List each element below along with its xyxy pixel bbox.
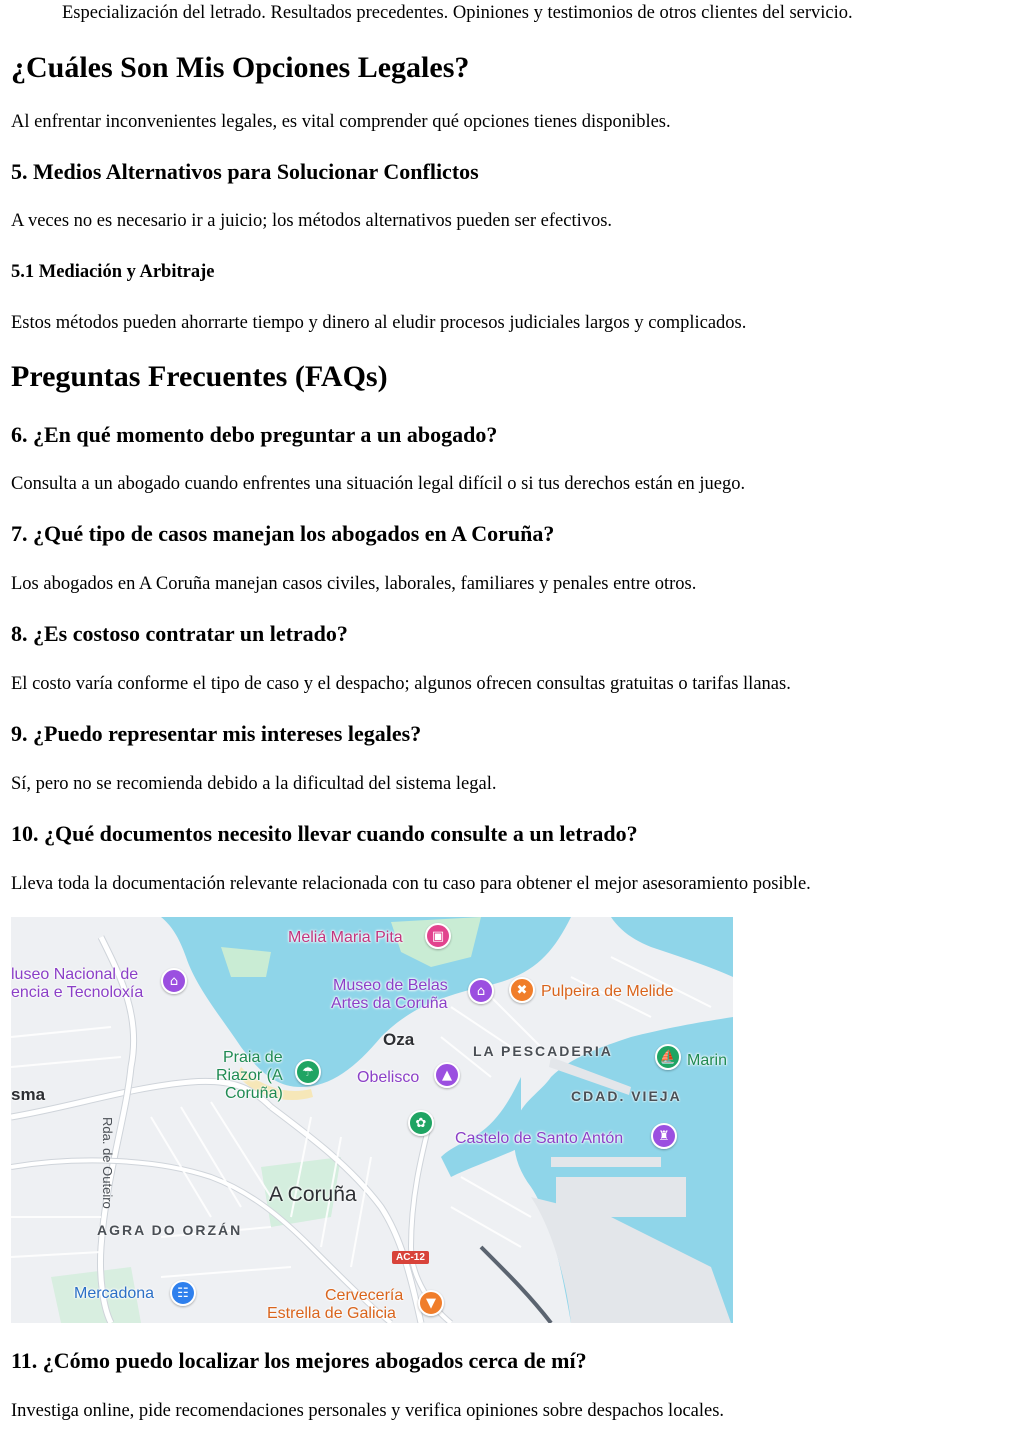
map-label-pescaderia: LA PESCADERIA xyxy=(473,1043,613,1059)
faq-question: 11. ¿Cómo puedo localizar los mejores abogados cerca de mí? xyxy=(11,1348,587,1373)
faq-answer: El costo varía conforme el tipo de caso y el despacho; algunos ofrecen consultas gratuitas o tarifas llanas. xyxy=(11,674,791,694)
map-label-museo-nacional[interactable]: luseo Nacional de xyxy=(11,966,139,983)
map-label-riazor[interactable]: Coruña) xyxy=(225,1085,283,1102)
faq-answer: Los abogados en A Coruña manejan casos civiles, laborales, familiares y penales entre otros. xyxy=(11,574,697,594)
map-label-museo-belas[interactable]: Museo de Belas xyxy=(333,977,448,994)
faq-question: 9. ¿Puedo representar mis intereses legales? xyxy=(11,721,422,746)
mediation-heading: 5.1 Mediación y Arbitraje xyxy=(11,262,215,282)
map-label-oza: Oza xyxy=(383,1030,415,1049)
map-label-riazor[interactable]: Riazor (A xyxy=(216,1067,283,1084)
castle-icon[interactable]: ♜ xyxy=(651,1123,677,1149)
map-label-riazor[interactable]: Praia de xyxy=(223,1049,283,1066)
map-label-melia[interactable]: Meliá Maria Pita xyxy=(288,929,403,946)
map-label-obelisco[interactable]: Obelisco xyxy=(357,1069,420,1086)
mediation-text: Estos métodos pueden ahorrarte tiempo y dinero al eludir procesos judiciales largos y complicados. xyxy=(11,313,747,333)
ferry-icon[interactable]: ⛵ xyxy=(655,1044,681,1070)
bed-icon[interactable]: ▣ xyxy=(425,923,451,949)
map-label-museo-nacional[interactable]: encia e Tecnoloxía xyxy=(11,984,144,1001)
map-label-agra-do-orzan: AGRA DO ORZÁN xyxy=(97,1222,243,1238)
intro-text: Especialización del letrado. Resultados precedentes. Opiniones y testimonios de otros clientes del servicio. xyxy=(62,3,853,23)
map-label-cerveceria[interactable]: Cervecería xyxy=(325,1287,404,1304)
faq-question: 6. ¿En qué momento debo preguntar a un abogado? xyxy=(11,422,498,447)
map-label-rda-outeiro: Rda. de Outeiro xyxy=(100,1117,115,1209)
options-text: Al enfrentar inconvenientes legales, es vital comprender qué opciones tienes disponibles. xyxy=(11,112,671,132)
map-image[interactable] xyxy=(11,917,733,1323)
map-label-cdad-vieja: CDAD. VIEJA xyxy=(571,1088,682,1104)
museum-icon[interactable]: ⌂ xyxy=(161,968,187,994)
map-label-cerveceria[interactable]: Estrella de Galicia xyxy=(267,1305,396,1322)
faq-answer: Investiga online, pide recomendaciones personales y verifica opiniones sobre despachos locales. xyxy=(11,1401,725,1421)
alternatives-text: A veces no es necesario ir a juicio; los métodos alternativos pueden ser efectivos. xyxy=(11,211,613,231)
road-ac12-label: AC-12 xyxy=(392,1251,429,1264)
beach-umbrella-icon[interactable]: ☂ xyxy=(295,1059,321,1085)
cocktail-icon[interactable]: ▼ xyxy=(418,1290,444,1316)
map-label-marina[interactable]: Marin xyxy=(687,1052,728,1069)
faq-heading: Preguntas Frecuentes (FAQs) xyxy=(11,360,388,393)
faq-answer: Lleva toda la documentación relevante relacionada con tu caso para obtener el mejor asesoramiento posible. xyxy=(11,874,811,894)
alternatives-heading: 5. Medios Alternativos para Solucionar Conflictos xyxy=(11,159,479,184)
map-label-sma: sma xyxy=(11,1085,46,1104)
fork-knife-icon[interactable]: ✖ xyxy=(509,977,535,1003)
map-label-castelo[interactable]: Castelo de Santo Antón xyxy=(455,1130,624,1147)
options-heading: ¿Cuáles Son Mis Opciones Legales? xyxy=(11,51,470,84)
flower-icon[interactable]: ✿ xyxy=(408,1110,434,1136)
map-label-pulpeira[interactable]: Pulpeira de Melide xyxy=(541,983,674,1000)
map-label-mercadona[interactable]: Mercadona xyxy=(74,1285,155,1302)
shopping-cart-icon[interactable]: ☷ xyxy=(170,1280,196,1306)
monument-icon[interactable]: ▲ xyxy=(434,1062,460,1088)
map-label-a-coruna: A Coruña xyxy=(269,1183,357,1206)
faq-answer: Consulta a un abogado cuando enfrentes una situación legal difícil o si tus derechos están en juego. xyxy=(11,474,746,494)
faq-answer: Sí, pero no se recomienda debido a la dificultad del sistema legal. xyxy=(11,774,497,794)
faq-question: 8. ¿Es costoso contratar un letrado? xyxy=(11,621,348,646)
map-label-museo-belas[interactable]: Artes da Coruña xyxy=(331,995,448,1012)
museum-icon[interactable]: ⌂ xyxy=(468,978,494,1004)
faq-question: 10. ¿Qué documentos necesito llevar cuando consulte a un letrado? xyxy=(11,821,638,846)
faq-question: 7. ¿Qué tipo de casos manejan los abogados en A Coruña? xyxy=(11,521,555,546)
